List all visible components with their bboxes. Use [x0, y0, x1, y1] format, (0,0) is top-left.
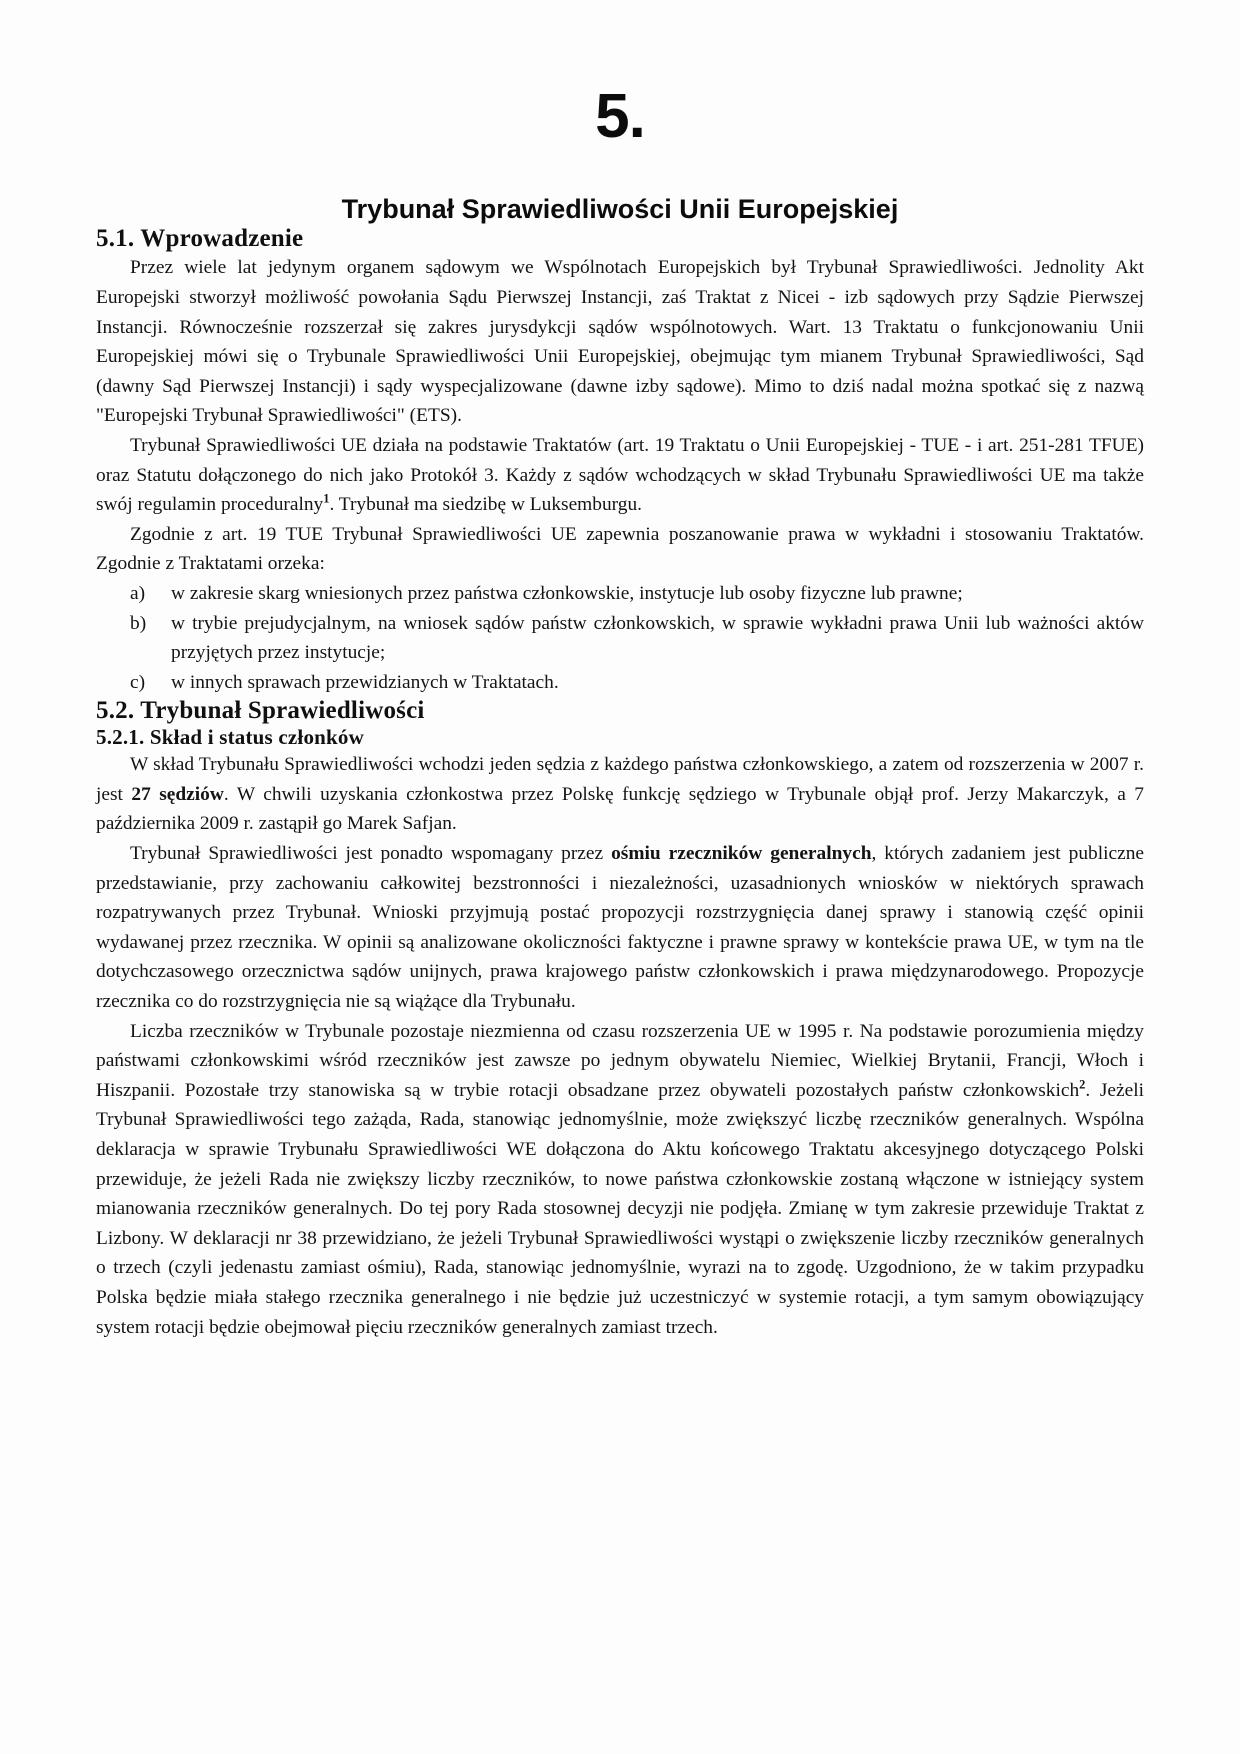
list-item-marker: c) [130, 671, 146, 693]
paragraph-composition-1-text-b: . W chwili uzyskania członkostwa przez Polskę funkcję sędziego w Trybunale objął prof. Jerzy Makarczyk, a 7 października 2009 r. zastąpił go Marek Safjan. [96, 783, 1144, 835]
paragraph-intro-2 [96, 431, 1144, 520]
paragraph-composition-3 [96, 1017, 1144, 1343]
paragraph-composition-2-text-a: Trybunał Sprawiedliwości jest ponadto wspomagany przez [130, 843, 612, 865]
paragraph-composition-3-text-a: Liczba rzeczników w Trybunale pozostaje niezmienna od czasu rozszerzenia UE w 1995 r. Na podstawie porozumienia między państwami członkowskimi wśród rzeczników jest zawsze po jednym obywatelu Niemiec, Wielkiej Brytanii, Francji, Włoch i Hiszpanii. Pozostałe trzy stanowiska są w trybie rotacji obsadzane przez obywateli pozostałych państw członkowskich [96, 1020, 1144, 1101]
list-item [96, 668, 1144, 698]
section-heading-5-2-1: 5.2.1. Skład i status członków [96, 725, 364, 750]
lettered-list [96, 579, 1144, 697]
paragraph-intro-3: Zgodnie z art. 19 TUE Trybunał Sprawiedliwości UE zapewnia poszanowanie prawa w wykładni i stosowaniu Traktatów. Zgodnie z Traktatami orzeka: [96, 523, 1144, 575]
paragraph-intro-1: Przez wiele lat jedynym organem sądowym we Wspólnotach Europejskich był Trybunał Sprawiedliwości. Jednolity Akt Europejski stworzył możliwość powołania Sądu Pierwszej Instancji, zaś Traktat z Nicei - izb sądowych przy Sądzie Pierwszej Instancji. Równocześnie rozszerzał się zakres jurysdykcji sądów wspólnotowych. Wart. 13 Traktatu o funkcjonowaniu Unii Europejskiej mówi się o Trybunale Sprawiedliwości Unii Europejskiej, obejmując tym mianem Trybunał Sprawiedliwości, Sąd (dawny Sąd Pierwszej Instancji) i sądy wyspecjalizowane (dawne izby sądowe). Mimo to dziś nadal można spotkać się z nazwą "Europejski Trybunał Sprawiedliwości" (ETS). [96, 257, 1144, 427]
list-item-label: w trybie prejudycjalnym, na wniosek sądów państw członkowskich, w sprawie wykładni prawa Unii lub ważności aktów przyjętych przez instytucje; [171, 612, 1144, 664]
list-item-marker: b) [130, 612, 147, 634]
footnote-marker-1: 1 [323, 491, 330, 506]
section-heading-5-2: 5.2. Trybunał Sprawiedliwości [96, 697, 425, 725]
emphasis-advocates-general: ośmiu rzeczników generalnych [611, 843, 872, 865]
list-item-marker: a) [130, 582, 146, 604]
paragraph-composition-1 [96, 750, 1144, 839]
paragraph-composition-1-text-a: W skład Trybunału Sprawiedliwości wchodzi jeden sędzia z każdego państwa członkowskiego, a zatem od rozszerzenia w 2007 r. jest [96, 754, 1144, 805]
paragraph-composition-3-text-b: . Jeżeli Trybunał Sprawiedliwości tego zażąda, Rada, stanowiąc jednomyślnie, może zwiększyć liczbę rzeczników generalnych. Wspólna deklaracja w sprawie Trybunału Sprawiedliwości WE dołączona do Aktu końcowego Traktatu akcesyjnego dotyczącego Polski przewiduje, że jeżeli Rada nie zwiększy liczby rzeczników, to nowe państwa członkowskie zostaną włączone w istniejący system mianowania rzeczników generalnych. Do tej pory Rada stosownej decyzji nie podjęła. Zmianę w tym zakresie przewiduje Traktat z Lizbony. W deklaracji nr 38 przewidziano, że jeżeli Trybunał Sprawiedliwości wystąpi o zwiększenie liczby rzeczników generalnych o trzech (czyli jedenastu zamiast ośmiu), Rada, stanowiąc jednomyślnie, wyrazi na to zgodę. Uzgodniono, że w takim przypadku Polska będzie miała stałego rzecznika generalnego i nie będzie już uczestniczyć w systemie rotacji, a tym samym obowiązujący system rotacji będzie obejmował pięciu rzeczników generalnych zamiast trzech. [96, 1079, 1144, 1338]
chapter-title: Trybunał Sprawiedliwości Unii Europejskiej [341, 194, 899, 224]
list-item-label: w innych sprawach przewidzianych w Traktatach. [171, 671, 559, 693]
emphasis-judge-count: 27 sędziów [131, 783, 224, 805]
list-item [96, 579, 1144, 609]
section-heading-5-1: 5.1. Wprowadzenie [96, 225, 304, 253]
footnote-marker-2: 2 [1079, 1077, 1086, 1092]
list-item-label: w zakresie skarg wniesionych przez państwa członkowskie, instytucje lub osoby fizyczne lub prawne; [171, 582, 963, 604]
paragraph-composition-2 [96, 839, 1144, 1017]
chapter-number: 5. [595, 82, 645, 151]
list-item [96, 609, 1144, 668]
paragraph-intro-2-text-b: . Trybunał ma siedzibę w Luksemburgu. [329, 494, 642, 516]
paragraph-intro-2-text-a: Trybunał Sprawiedliwości UE działa na podstawie Traktatów (art. 19 Traktatu o Unii Europejskiej - TUE - i art. 251-281 TFUE) oraz Statutu dołączonego do nich jako Protokół 3. Każdy z sądów wchodzących w skład Trybunału Sprawiedliwości UE ma także swój regulamin proceduralny [96, 434, 1144, 516]
paragraph-composition-2-text-b: , których zadaniem jest publiczne przedstawianie, przy zachowaniu całkowitej bezstronności i niezależności, uzasadnionych wniosków w niektórych sprawach rozpatrywanych przez Trybunał. Wnioski przyjmują postać propozycji rozstrzygnięcia danej sprawy i stanowią część opinii wydawanej przez rzecznika. W opinii są analizowane okoliczności faktyczne i prawne sprawy w kontekście prawa UE, w tym na tle dotychczasowego orzecznictwa sądów unijnych, prawa krajowego państw członkowskich i prawa międzynarodowego. Propozycje rzecznika co do rozstrzygnięcia nie są wiążące dla Trybunału. [96, 843, 1144, 1013]
